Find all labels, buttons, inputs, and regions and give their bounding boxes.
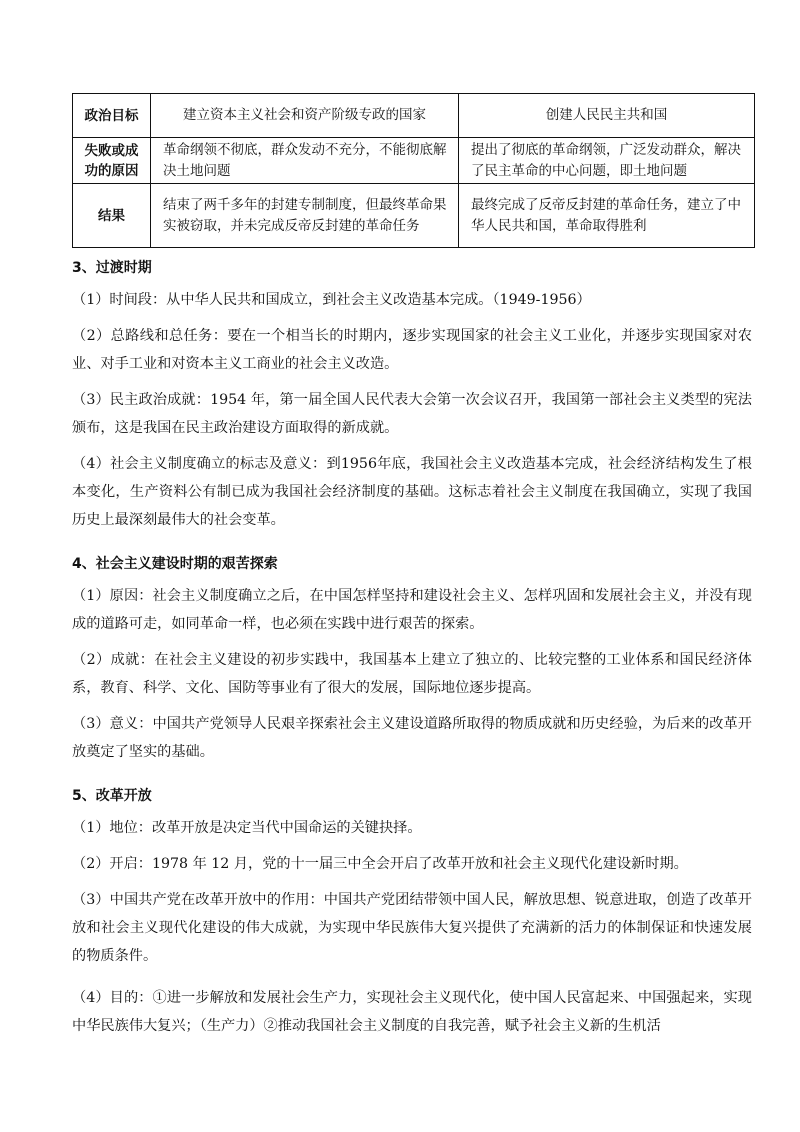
paragraph: （3）中国共产党在改革开放中的作用：中国共产党团结带领中国人民，解放思想、锐意进取，创造了改革开放和社会主义现代化建设的伟大成就，为实现中华民族伟大复兴提供了充满新的活力的体制保证和快速发展的物质条件。 [72, 892, 752, 964]
paragraph: （2）总路线和总任务：要在一个相当长的时期内，逐步实现国家的社会主义工业化，并逐步实现国家对农业、对手工业和对资本主义工商业的社会主义改造。 [72, 328, 752, 372]
cell-left: 建立资本主义社会和资产阶级专政的国家 [151, 94, 459, 138]
row-label: 结果 [73, 184, 151, 248]
cell-right: 最终完成了反帝反封建的革命任务，建立了中华人民共和国，革命取得胜利 [459, 184, 755, 248]
row-label: 政治目标 [73, 94, 151, 138]
paragraph: （2）开启：1978 年 12 月，党的十一届三中全会开启了改革开放和社会主义现代化建设新时期。 [72, 856, 688, 872]
section-heading: 3、过渡时期 [72, 260, 152, 276]
paragraph: （4）目的：①进一步解放和发展社会生产力，实现社会主义现代化，使中国人民富起来、中国强起来，实现中华民族伟大复兴；（生产力）②推动我国社会主义制度的自我完善，赋予社会主义新的生机活 [72, 990, 752, 1034]
table-row [73, 184, 755, 248]
cell-left: 结束了两千多年的封建专制制度，但最终革命果实被窃取，并未完成反帝反封建的革命任务 [151, 184, 459, 248]
section-heading: 4、社会主义建设时期的艰苦探索 [72, 556, 278, 572]
paragraph: （3）意义：中国共产党领导人民艰辛探索社会主义建设道路所取得的物质成就和历史经验，为后来的改革开放奠定了坚实的基础。 [72, 716, 752, 760]
row-label: 失败或成功的原因 [73, 138, 151, 184]
paragraph: （1）原因：社会主义制度确立之后，在中国怎样坚持和建设社会主义、怎样巩固和发展社会主义，并没有现成的道路可走，如同革命一样，也必须在实践中进行艰苦的探索。 [72, 588, 752, 632]
cell-right: 提出了彻底的革命纲领，广泛发动群众，解决了民主革命的中心问题，即土地问题 [459, 138, 755, 184]
cell-left: 革命纲领不彻底，群众发动不充分，不能彻底解决土地问题 [151, 138, 459, 184]
paragraph: （4）社会主义制度确立的标志及意义：到1956年底，我国社会主义改造基本完成，社会经济结构发生了根本变化，生产资料公有制已成为我国社会经济制度的基础。这标志着社会主义制度在我国确立，实现了我国历史上最深刻最伟大的社会变革。 [72, 456, 752, 528]
paragraph: （1）地位：改革开放是决定当代中国命运的关键抉择。 [72, 820, 422, 836]
paragraph: （3）民主政治成就：1954 年，第一届全国人民代表大会第一次会议召开，我国第一部社会主义类型的宪法颁布，这是我国在民主政治建设方面取得的新成就。 [72, 392, 752, 436]
paragraph: （2）成就：在社会主义建设的初步实践中，我国基本上建立了独立的、比较完整的工业体系和国民经济体系，教育、科学、文化、国防等事业有了很大的发展，国际地位逐步提高。 [72, 652, 752, 696]
table-row [73, 94, 755, 138]
paragraph: （1）时间段：从中华人民共和国成立，到社会主义改造基本完成。（1949-1956） [72, 292, 591, 308]
cell-right: 创建人民民主共和国 [459, 94, 755, 138]
table-row [73, 138, 755, 184]
section-heading: 5、改革开放 [72, 788, 152, 804]
comparison-table [72, 93, 755, 248]
